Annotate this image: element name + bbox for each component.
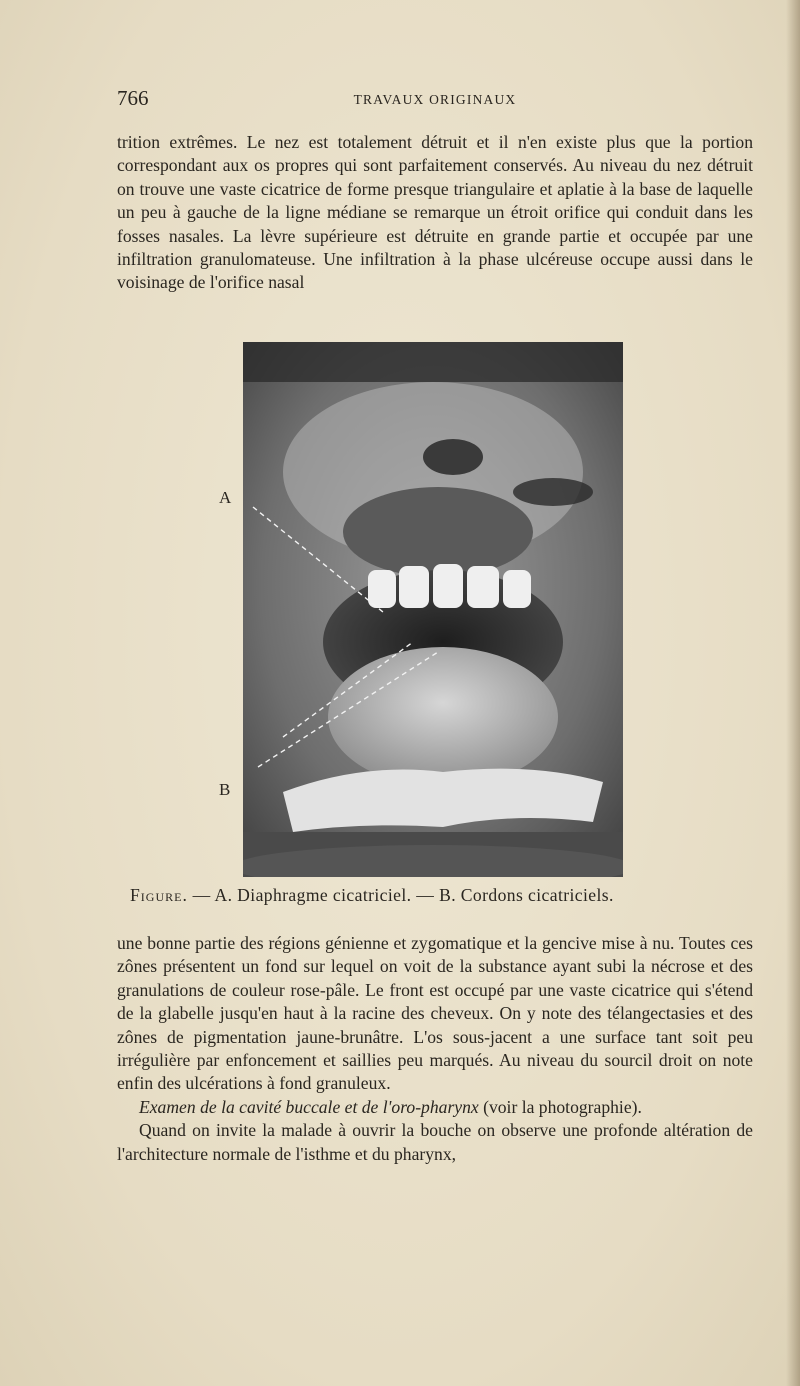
caption-figure-word: Figure. — [130, 885, 188, 905]
page-edge-shadow — [786, 0, 800, 1386]
paragraph-top — [117, 131, 753, 295]
paragraph-bottom-1: une bonne partie des régions génienne et zygomatique et la gencive mise à nu. Toutes ces zônes présentent un fond sur lequel on voit de la substance ayant subi la nécrose et des granulations de couleur rose-pâle. Le front est occupé par une vaste cicatrice qui s'étend de la glabelle jusqu'en haut à la racine des cheveux. On y note des télangectasies et des zônes de pigmentation jaune-brunâtre. L'os sous-jacent a une surface tant soit peu irrégulière par enfoncement et saillies peu marqués. Au niveau du sourcil droit on note enfin des ulcérations à fond granuleux. — [117, 933, 753, 1094]
page-header — [117, 86, 753, 116]
figure-caption — [130, 885, 730, 906]
exam-heading-italic: Examen de la cavité buccale et de l'oro-pharynx — [139, 1096, 479, 1117]
paragraph-bottom-3: Quand on invite la malade à ouvrir la bouche on observe une profonde altération de l'architecture normale de l'isthme et du pharynx, — [117, 1120, 753, 1164]
figure-label-b: B — [219, 780, 231, 799]
paragraph-bottom-2 — [117, 1096, 753, 1119]
running-head: TRAVAUX ORIGINAUX — [353, 92, 517, 107]
paragraph-bottom — [117, 932, 753, 1166]
caption-text: — A. Diaphragme cicatriciel. — B. Cordons cicatriciels. — [187, 885, 614, 905]
paragraph-top-text: trition extrêmes. Le nez est totalement détruit et il n'en existe plus que la portion correspondant aux os propres qui sont parfaitement conservés. Au niveau du nez détruit on trouve une vaste cicatrice de forme presque triangulaire et aplatie à la base de laquelle un peu à gauche de la ligne médiane se remarque un étroit orifice qui conduit dans les fosses nasales. La lèvre supérieure est détruite en grande partie et occupée par une infiltration granulomateuse. Une infiltration à la phase ulcéreuse occupe aussi dans le voisinage de l'orifice nasal — [117, 132, 753, 293]
page-number: 766 — [117, 86, 149, 110]
exam-heading-rest: (voir la photographie). — [478, 1096, 642, 1117]
figure-label-a: A — [219, 488, 232, 507]
figure-photograph — [243, 342, 623, 877]
photograph-open-mouth — [243, 342, 623, 877]
